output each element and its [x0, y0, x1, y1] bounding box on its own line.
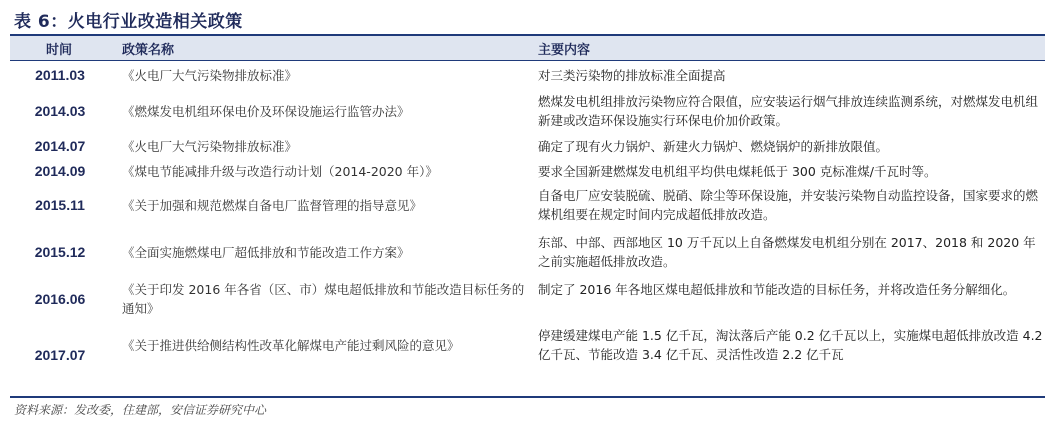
- source-note: 资料来源：发改委，住建部，安信证券研究中心: [14, 403, 267, 417]
- row-year: 2014.07: [34, 138, 86, 154]
- header-content: 主要内容: [538, 43, 591, 58]
- row-content: 东部、中部、西部地区 10 万千瓦以上自备燃煤发电机组分别在 2017、2018 和 2020 年之前实施超低排放改造。: [538, 235, 1036, 269]
- row-content: 确定了现有火力锅炉、新建火力锅炉、燃烧锅炉的新排放限值。: [538, 139, 889, 154]
- row-content: 对三类污染物的排放标准全面提高: [538, 68, 726, 83]
- row-year: 2015.12: [34, 244, 86, 260]
- row-policy: 《关于印发 2016 年各省（区、市）煤电超低排放和节能改造目标任务的通知》: [122, 282, 525, 316]
- header-rule: [10, 60, 1045, 61]
- row-policy: 《燃煤发电机组环保电价及环保设施运行监管办法》: [122, 104, 410, 119]
- row-content: 停建缓建煤电产能 1.5 亿千瓦，淘汰落后产能 0.2 亿千瓦以上，实施煤电超低排放改造 4.2 亿千瓦、节能改造 3.4 亿千瓦、灵活性改造 2.2 亿千瓦: [538, 328, 1043, 362]
- row-policy: 《关于推进供给侧结构性改革化解煤电产能过剩风险的意见》: [122, 338, 460, 353]
- row-content: 燃煤发电机组排放污染物应符合限值，应安装运行烟气排放连续监测系统，对燃煤发电机组新建或改造环保设施实行环保电价加价政策。: [538, 94, 1039, 128]
- row-year: 2016.06: [34, 291, 86, 307]
- header-policy: 政策名称: [122, 43, 175, 58]
- table-header: [10, 36, 1045, 60]
- row-content: 要求全国新建燃煤发电机组平均供电煤耗低于 300 克标准煤/千瓦时等。: [538, 164, 937, 179]
- row-content: 自备电厂应安装脱硫、脱硝、除尘等环保设施，并安装污染物自动监控设备，国家要求的燃煤机组要在规定时间内完成超低排放改造。: [538, 188, 1039, 222]
- row-policy: 《火电厂大气污染物排放标准》: [122, 139, 298, 154]
- row-policy: 《关于加强和规范燃煤自备电厂监督管理的指导意见》: [122, 198, 423, 213]
- row-content: 制定了 2016 年各地区煤电超低排放和节能改造的目标任务，并将改造任务分解细化。: [538, 282, 1016, 297]
- bottom-rule: [10, 396, 1045, 398]
- row-year: 2014.03: [34, 103, 86, 119]
- row-policy: 《煤电节能减排升级与改造行动计划（2014-2020 年）》: [122, 164, 438, 179]
- row-year: 2011.03: [35, 67, 85, 83]
- row-policy: 《火电厂大气污染物排放标准》: [122, 68, 298, 83]
- row-policy: 《全面实施燃煤电厂超低排放和节能改造工作方案》: [122, 245, 410, 260]
- header-time: 时间: [46, 43, 73, 58]
- table-title: 表 6：火电行业改造相关政策: [14, 12, 243, 32]
- row-year: 2017.07: [34, 347, 86, 363]
- row-year: 2014.09: [34, 163, 86, 179]
- row-year: 2015.11: [35, 197, 85, 213]
